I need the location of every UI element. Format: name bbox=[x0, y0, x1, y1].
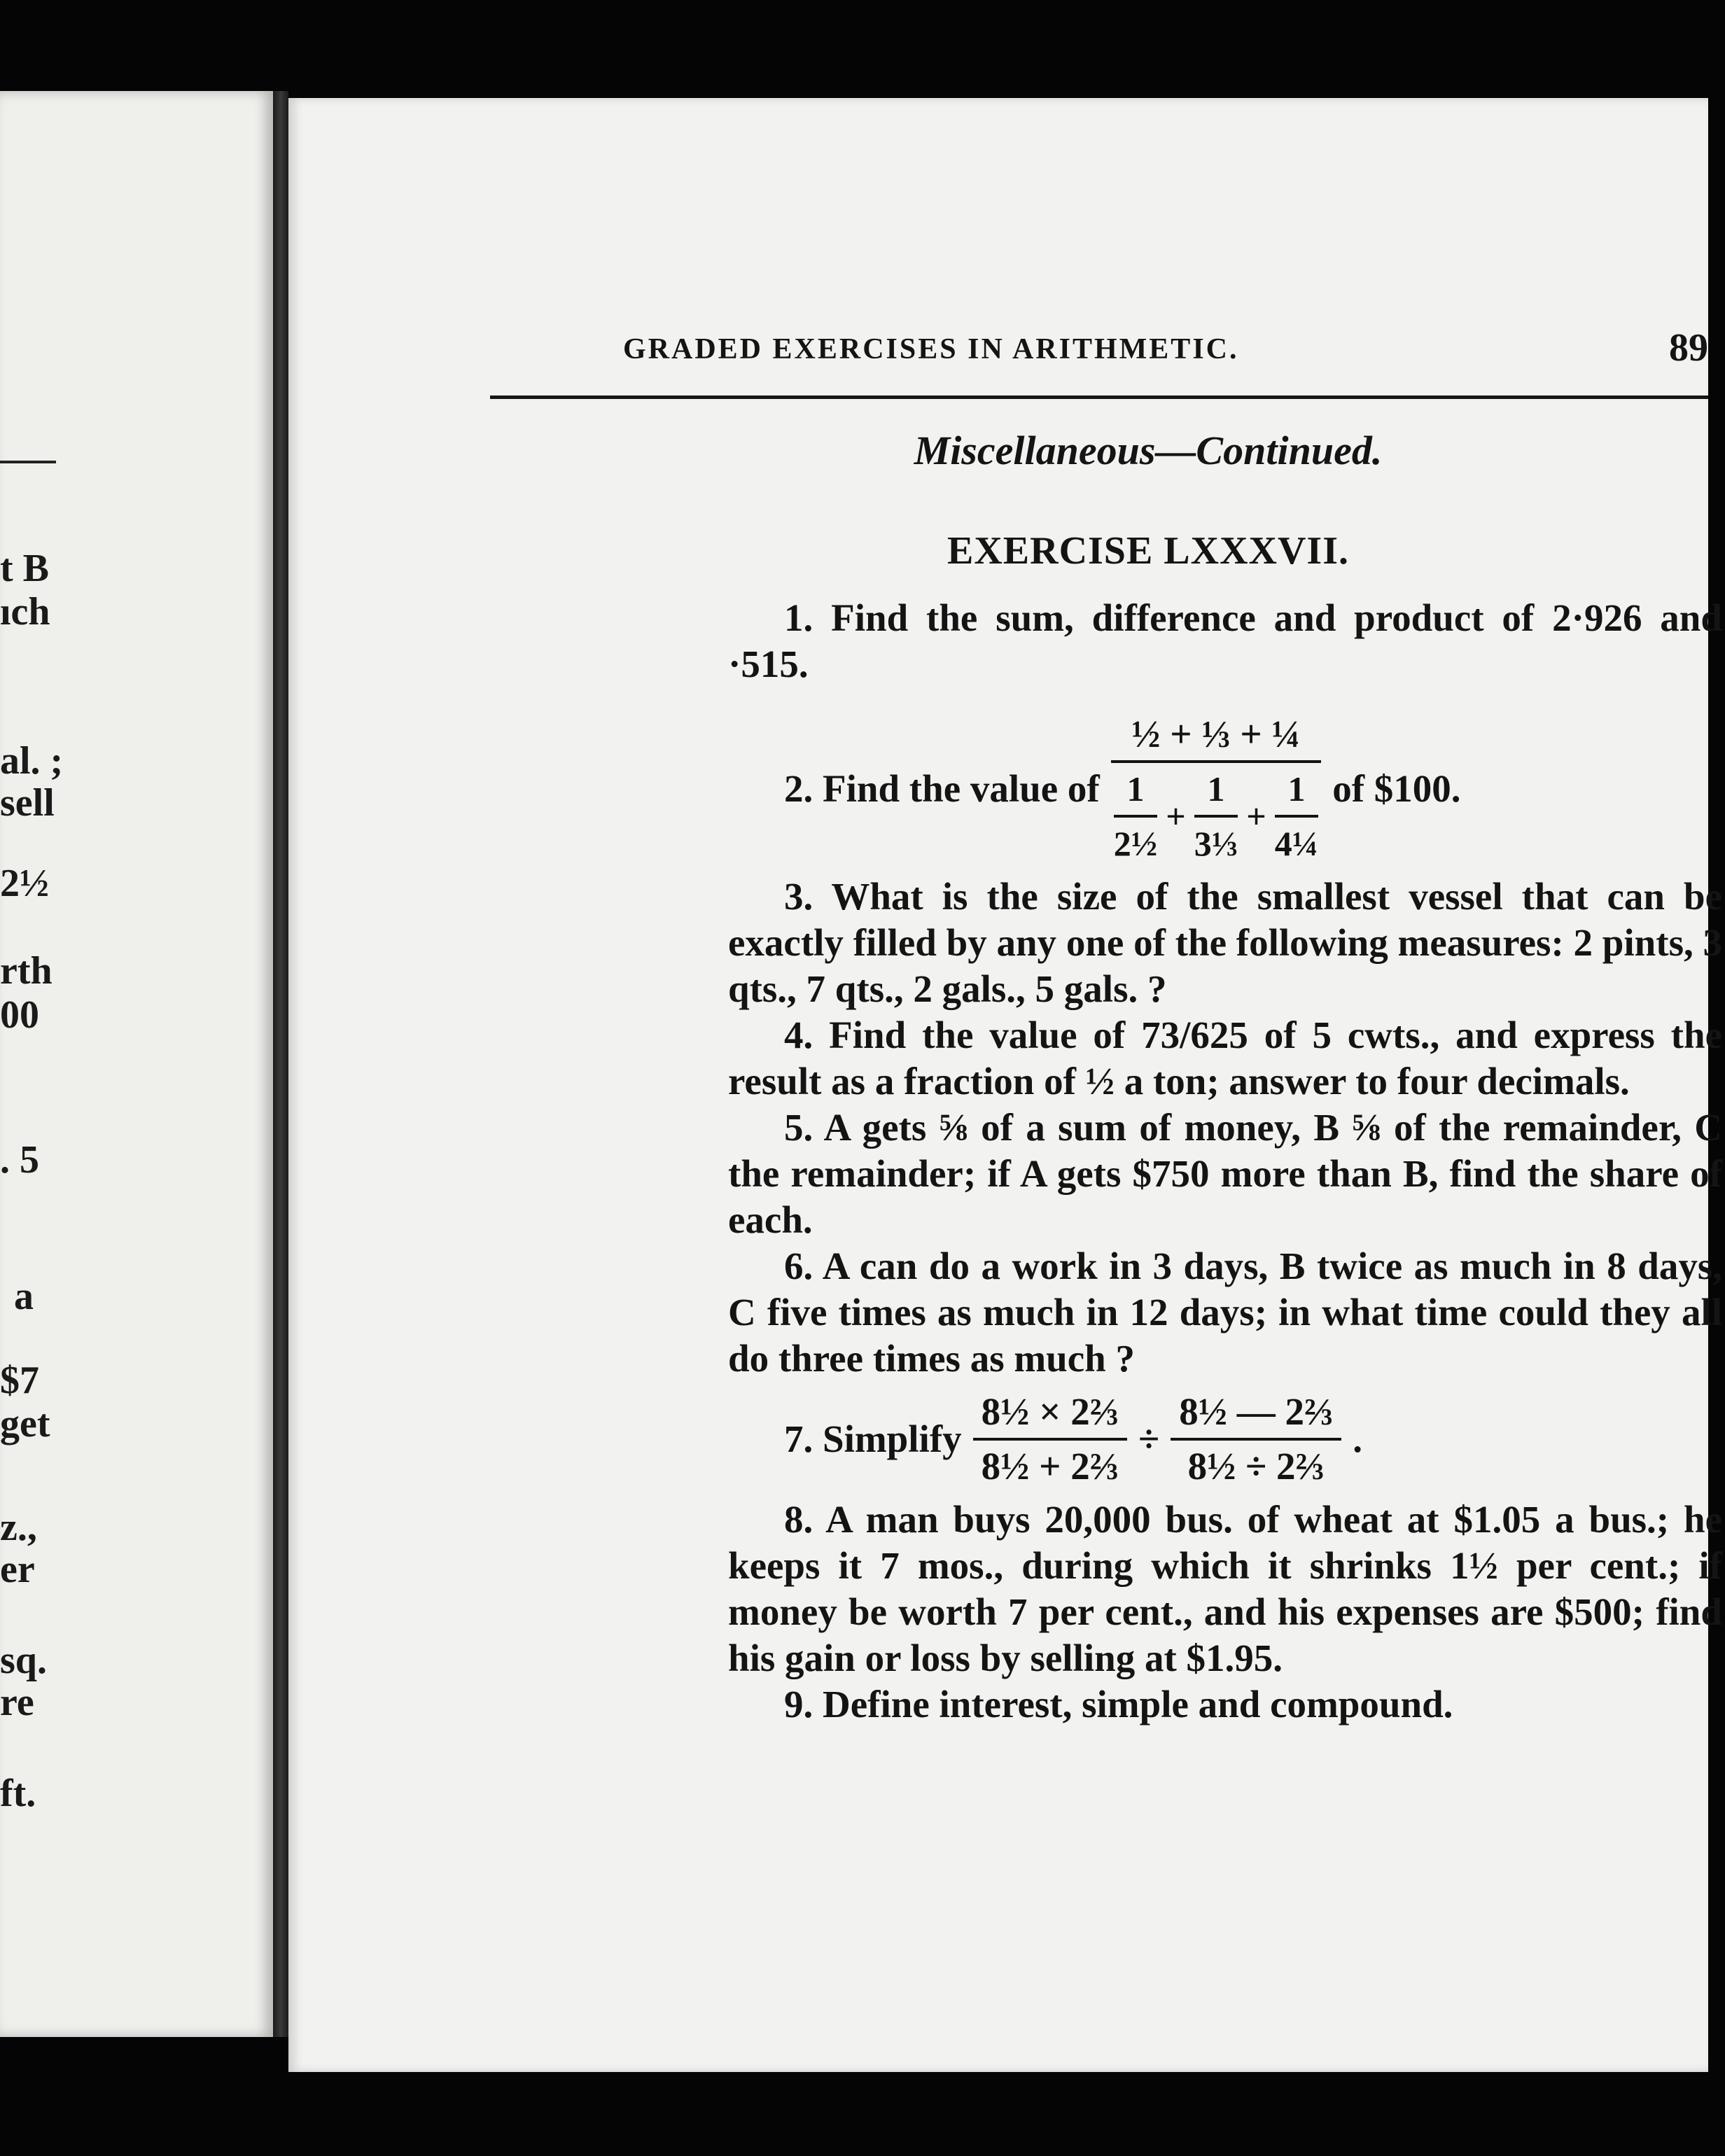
previous-page-fragment: get bbox=[0, 1402, 50, 1446]
problem-7-fraction-2: $\frac{\text{8½ — 2⅔}}{\text{8½ ÷ 2⅔}}$ bbox=[1171, 1389, 1341, 1490]
running-head: GRADED EXERCISES IN ARITHMETIC. bbox=[623, 333, 1239, 365]
previous-page-fragment: . 5 bbox=[0, 1138, 39, 1182]
previous-page-fragment: 00 bbox=[0, 993, 39, 1037]
problem-1: 1. Find the sum, difference and product of 2·926 and ·515. bbox=[728, 596, 1722, 685]
previous-page-fragment: sq. bbox=[0, 1639, 47, 1682]
section-title: Miscellaneous—Continued. bbox=[914, 428, 1383, 473]
problem-2-fraction bbox=[1111, 711, 1322, 867]
problem-7-operator: ÷ bbox=[1138, 1418, 1160, 1460]
problem-2 bbox=[728, 711, 1722, 867]
problem-4: 4. Find the value of 73/625 of 5 cwts., and express the result as a fraction of ½ a ton; answer to four decimals. bbox=[728, 1014, 1722, 1102]
previous-page-fragment: sell bbox=[0, 781, 55, 825]
problem-2-suffix: of $100. bbox=[1332, 767, 1461, 810]
previous-page-fragment: 2½ bbox=[0, 862, 49, 905]
previous-page-fragment: ıch bbox=[0, 590, 50, 634]
problem-5: 5. A gets ⅝ of a sum of money, B ⅝ of the remainder, C the remainder; if A gets $750 more than B, find the share of each. bbox=[728, 1106, 1722, 1241]
problem-6: 6. A can do a work in 3 days, B twice as much in 8 days, C five times as much in 12 days; in what time could they all do three times as much ? bbox=[728, 1245, 1722, 1380]
previous-page-fragment: al. ; bbox=[0, 739, 64, 783]
page-header bbox=[623, 326, 1708, 382]
previous-page-fragment: rth bbox=[0, 949, 53, 993]
previous-page-rule bbox=[0, 461, 56, 463]
problem-list bbox=[728, 595, 1722, 1728]
problem-2-prefix: 2. Find the value of bbox=[784, 767, 1100, 810]
previous-page-fragment: z., bbox=[0, 1506, 37, 1549]
previous-page-fragment: $7 bbox=[0, 1359, 39, 1402]
previous-page-fragment: a bbox=[14, 1275, 34, 1318]
problem-9: 9. Define interest, simple and compound. bbox=[784, 1683, 1453, 1726]
previous-page-fragment: ft. bbox=[0, 1772, 36, 1815]
header-rule bbox=[490, 396, 1708, 399]
problem-7 bbox=[728, 1389, 1722, 1490]
problem-3: 3. What is the size of the smallest vessel that can be exactly filled by any one of the following measures: 2 pints, 3 qts., 7 qts., 2 gals., 5 gals. ? bbox=[728, 875, 1722, 1010]
previous-page-fragment: re bbox=[0, 1681, 34, 1724]
page-number: 89 bbox=[1669, 326, 1708, 370]
previous-page-fragment: er bbox=[0, 1548, 35, 1591]
problem-7-fraction-1: $\frac{\text{8½ × 2⅔}}{\text{8½ + 2⅔}}$ bbox=[973, 1389, 1127, 1490]
problem-2-numerator: ½ + ⅓ + ¼ bbox=[1131, 713, 1301, 755]
problem-7-suffix: . bbox=[1353, 1418, 1362, 1460]
problem-2-denominator: $\frac{1}{\text{2½}}$ + $\frac{1}{\text{3⅓}}$ + $\frac{1}{\text{4¼}}$ bbox=[1113, 769, 1319, 863]
current-page bbox=[288, 98, 1722, 2072]
book-gutter bbox=[273, 91, 288, 2037]
previous-page-fragment: t B bbox=[0, 547, 49, 590]
problem-7-prefix: 7. Simplify bbox=[784, 1418, 962, 1460]
previous-page bbox=[0, 91, 273, 2037]
problem-8: 8. A man buys 20,000 bus. of wheat at $1.05 a bus.; he keeps it 7 mos., during which it shrinks 1½ per cent.; if money be worth 7 per cent., and his expenses are $500; find his gain or loss by selling at $1.95. bbox=[728, 1498, 1722, 1679]
exercise-title: EXERCISE LXXXVII. bbox=[947, 529, 1350, 573]
